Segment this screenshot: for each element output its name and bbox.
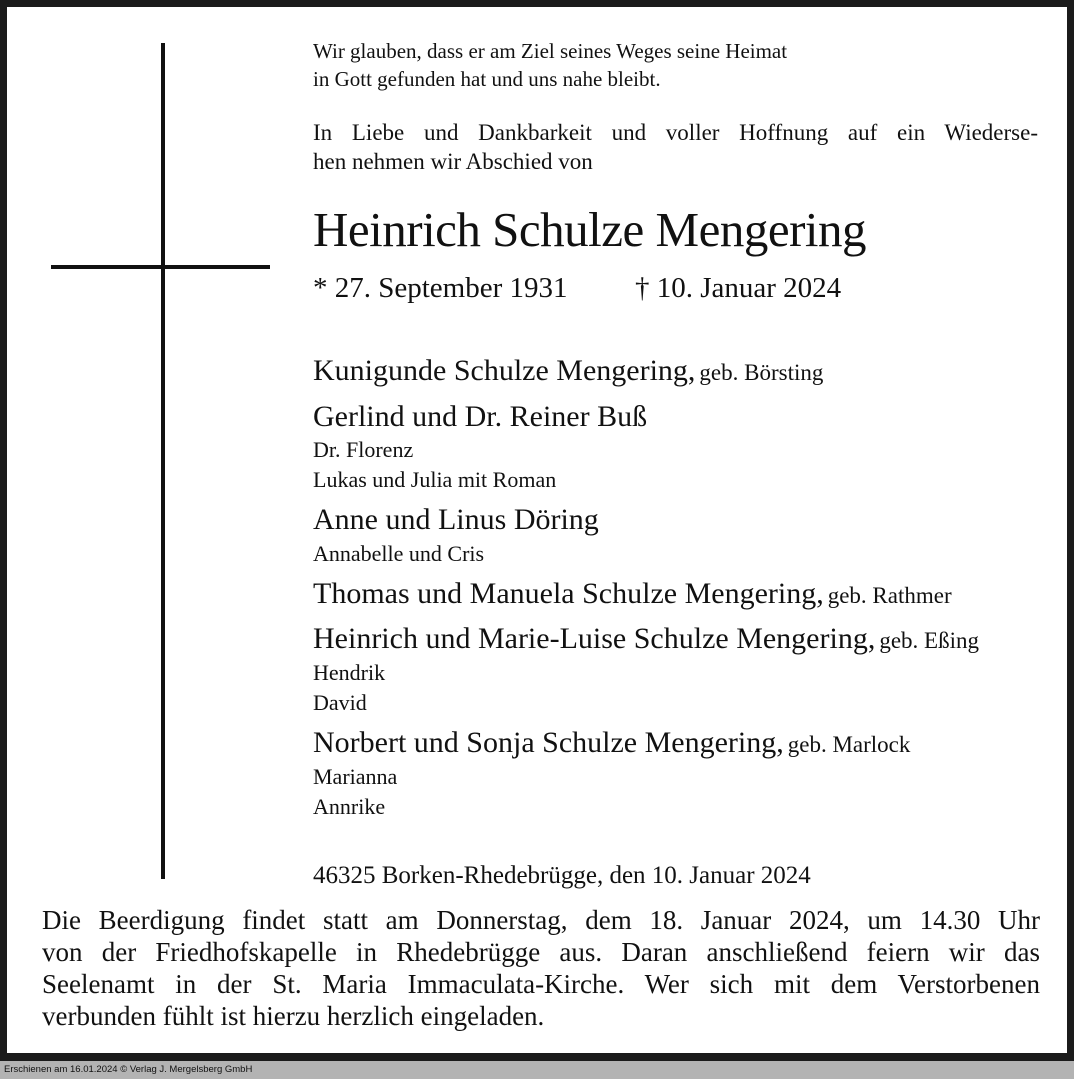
cross-icon-horizontal bbox=[51, 265, 270, 269]
intro-line-4: hen nehmen wir Abschied von bbox=[313, 149, 593, 174]
mourner-geb: geb. Rathmer bbox=[827, 583, 952, 608]
mourner-child: Marianna bbox=[313, 764, 398, 789]
mourner-entry bbox=[313, 503, 599, 537]
mourner-child: Lukas und Julia mit Roman bbox=[313, 467, 557, 492]
birth-date: * 27. September 1931 bbox=[313, 272, 568, 304]
mourner-child: Annrike bbox=[313, 794, 386, 819]
mourner-entry bbox=[313, 354, 823, 388]
mourner-geb: geb. Eßing bbox=[879, 628, 979, 653]
place-date: 46325 Borken-Rhedebrügge, den 10. Januar 2024 bbox=[313, 862, 811, 889]
intro-line-1: Wir glauben, dass er am Ziel seines Weges seine Heimat bbox=[313, 39, 788, 63]
mourner-entry bbox=[313, 400, 647, 434]
mourner-name: Heinrich und Marie-Luise Schulze Mengering, bbox=[313, 622, 876, 655]
mourner-child: David bbox=[313, 690, 367, 715]
mourner-child: Annabelle und Cris bbox=[313, 541, 485, 566]
mourner-name: Norbert und Sonja Schulze Mengering, bbox=[313, 726, 784, 759]
mourner-child: Dr. Florenz bbox=[313, 437, 414, 462]
death-date: † 10. Januar 2024 bbox=[635, 272, 842, 304]
funeral-line-1: Die Beerdigung findet statt am Donnerstag, dem 18. Januar 2024, um 14.30 Uhr bbox=[42, 905, 1040, 935]
intro-line-3: In Liebe und Dankbarkeit und voller Hoffnung auf ein Wiederse- bbox=[313, 120, 1038, 145]
mourner-geb: geb. Marlock bbox=[787, 732, 911, 757]
funeral-notice bbox=[42, 904, 1040, 1032]
mourner-geb: geb. Börsting bbox=[699, 360, 824, 385]
intro-line-2: in Gott gefunden hat und uns nahe bleibt. bbox=[313, 67, 661, 91]
mourner-name: Kunigunde Schulze Mengering, bbox=[313, 354, 696, 387]
mourner-child: Hendrik bbox=[313, 660, 386, 685]
mourner-entry bbox=[313, 577, 952, 611]
intro-paragraph bbox=[313, 118, 1038, 176]
mourner-name: Gerlind und Dr. Reiner Buß bbox=[313, 400, 648, 433]
deceased-name: Heinrich Schulze Mengering bbox=[313, 202, 867, 257]
mourner-entry bbox=[313, 622, 979, 656]
funeral-line-2: von der Friedhofskapelle in Rhedebrügge aus. Daran anschließend feiern wir das bbox=[42, 937, 1040, 967]
mourner-entry bbox=[313, 726, 910, 760]
publication-footer: Erschienen am 16.01.2024 © Verlag J. Mergelsberg GmbH bbox=[0, 1061, 1074, 1079]
cross-icon-vertical bbox=[161, 43, 165, 879]
funeral-line-3: Seelenamt in der St. Maria Immaculata-Kirche. Wer sich mit dem Verstorbenen bbox=[42, 969, 1040, 999]
funeral-line-4: verbunden fühlt ist hierzu herzlich eingeladen. bbox=[42, 1001, 545, 1031]
mourner-name: Thomas und Manuela Schulze Mengering, bbox=[313, 577, 824, 610]
mourner-name: Anne und Linus Döring bbox=[313, 503, 599, 536]
